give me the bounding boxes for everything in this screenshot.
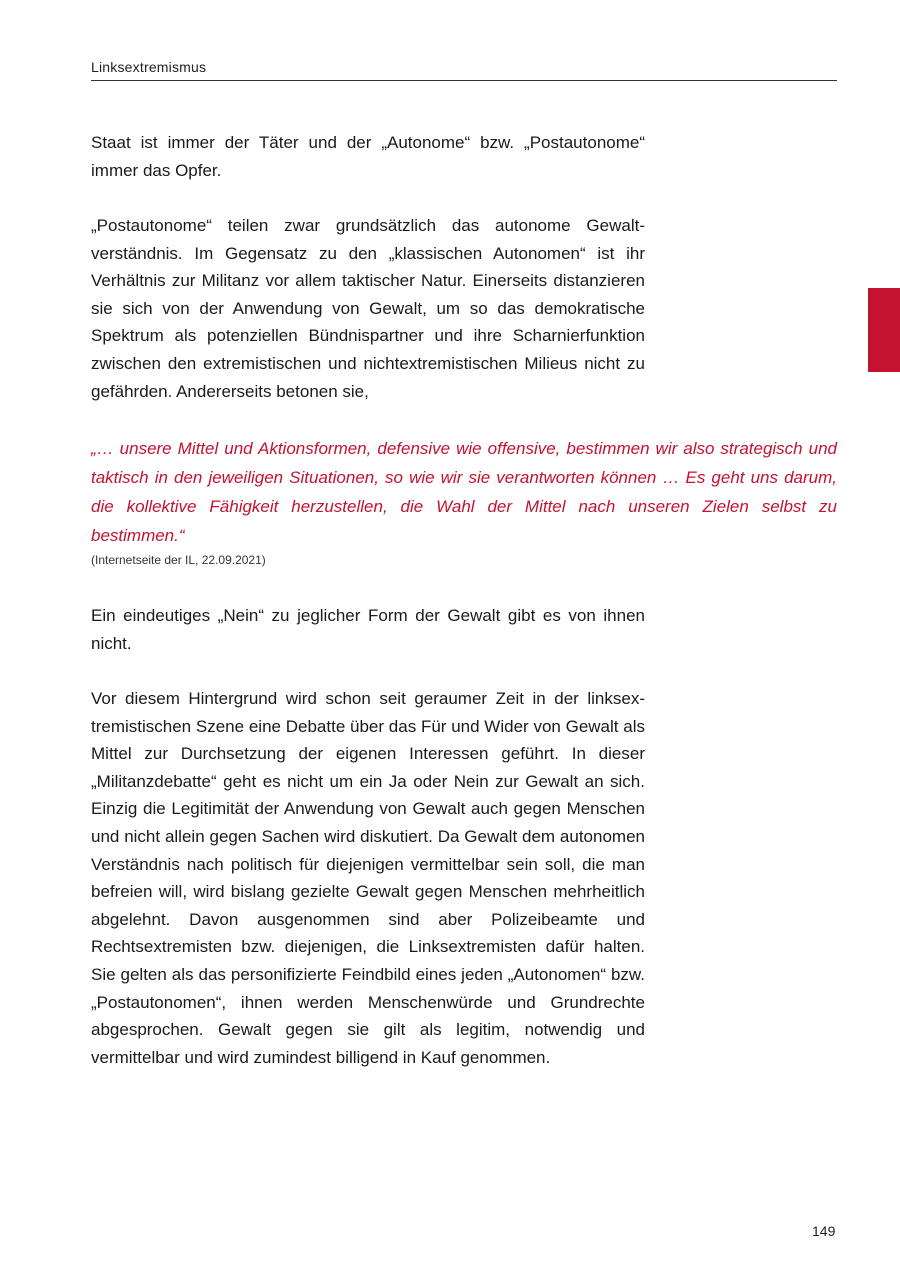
quote-source: (Internetseite der IL, 22.09.2021) [91,553,266,567]
block-quote: „… unsere Mittel und Aktionsformen, defensive wie offensive, bestimmen wir also strategisch und taktisch in den jeweiligen Situationen, so wie wir sie verantworten können … Es geht uns darum, die kollektive Fähigkeit herzustellen, die Wahl der Mittel nach unseren Zielen selbst zu bestimmen.“ [91,439,837,545]
body-paragraph-1: Staat ist immer der Täter und der „Autonome“ bzw. „Postautonome“ immer das Opfer. [91,133,645,180]
page-number: 149 [812,1223,836,1239]
body-paragraph-4: Vor diesem Hintergrund wird schon seit geraumer Zeit in der linksextremistischen Szene eine Debatte über das Für und Wider von Gewalt als Mittel zur Durchsetzung der eigenen Interessen geführt. In dieser „Militanzdebatte“ geht es nicht um ein Ja oder Nein zur Gewalt an sich. Einzig die Legitimität der Anwendung von Gewalt auch gegen Menschen und nicht allein gegen Sachen wird diskutiert. Da Gewalt dem autonomen Verständnis nach politisch für diejenigen vermittelbar sein soll, die man befreien will, wird bislang gezielte Gewalt gegen Menschen mehrheitlich abgelehnt. Davon ausgenommen sind aber Polizeibeamte und Rechtsextremisten bzw. diejenigen, die Linksextremisten dafür halten. Sie gelten als das personifizierte Feindbild eines jeden „Autonomen“ bzw. „Postautonomen“, ihnen werden Menschenwürde und Grundrechte abgesprochen. Gewalt gegen sie gilt als legitim, notwendig und vermittelbar und wird zumindest billigend in Kauf genommen. [91,689,645,1067]
body-paragraph-2: „Postautonome“ teilen zwar grundsätzlich das autonome Gewaltverständnis. Im Gegensatz zu den „klassischen Autonomen“ ist ihr Verhältnis zur Militanz vor allem taktischer Natur. Einerseits distanzieren sie sich von der Anwendung von Gewalt, um so das demokratische Spektrum als potenziellen Bündnispartner und ihre Scharnierfunktion zwischen den extremistischen und nichtextremistischen Milieus nicht zu gefährden. Andererseits betonen sie, [91,216,645,401]
header-rule [91,80,837,81]
chapter-tab-marker [868,288,900,372]
body-paragraph-3: Ein eindeutiges „Nein“ zu jeglicher Form der Gewalt gibt es von ihnen nicht. [91,606,645,653]
running-header: Linksextremismus [91,59,207,75]
